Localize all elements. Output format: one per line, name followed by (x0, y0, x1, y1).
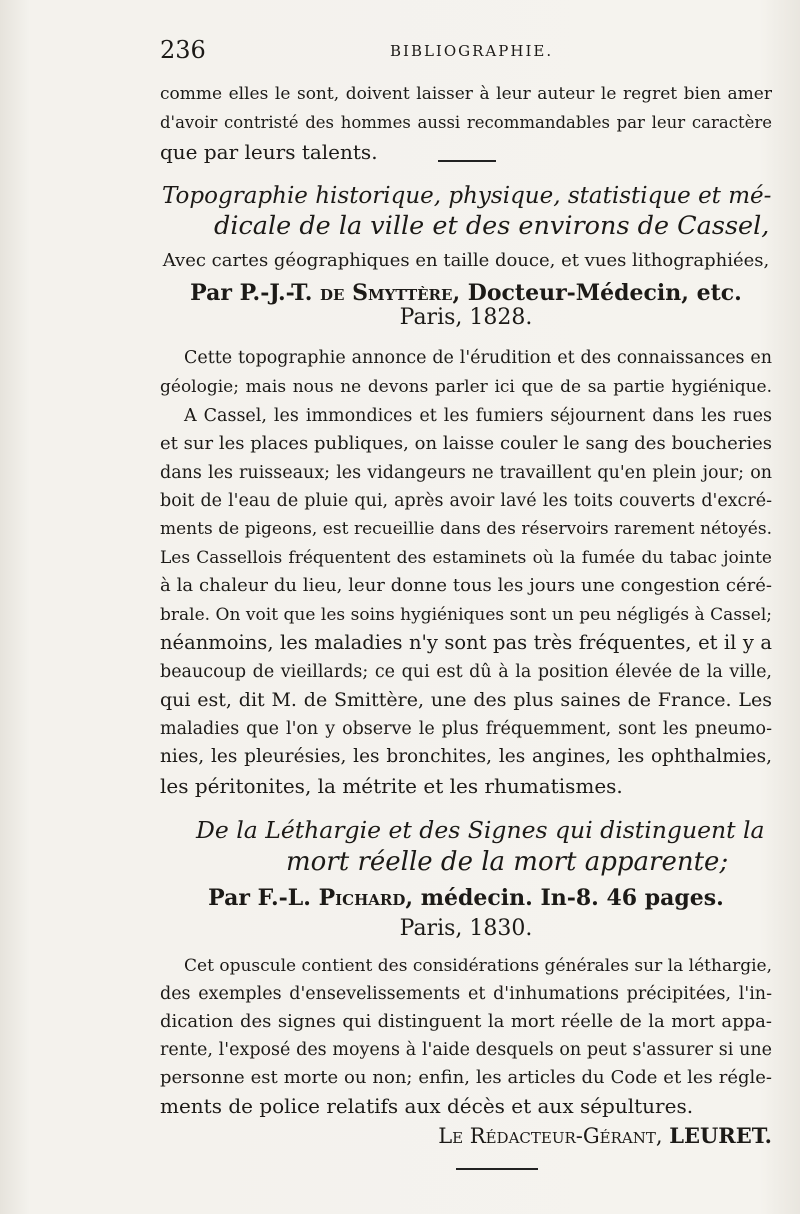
section1-body-line: Cette topographie annonce de l'érudition et des connaissances en (184, 348, 772, 368)
signature-title: Le Rédacteur-Gérant (438, 1124, 656, 1148)
section1-title-line: dicale de la ville et des environs de Cassel, (214, 211, 770, 241)
page-number: 236 (160, 36, 206, 64)
intro-line: que par leurs talents. (160, 140, 378, 164)
section1-body-line: A Cassel, les immondices et les fumiers séjournent dans les rues (184, 406, 772, 426)
author-prefix: Par F.-L. (208, 885, 319, 911)
author-name: de Smyttère (320, 280, 453, 306)
section1-body-line: et sur les places publiques, on laisse couler le sang des boucheries (160, 433, 772, 454)
author-suffix: , Docteur-Médecin, etc. (452, 280, 742, 306)
section1-body-line: nies, les pleurésies, les bronchites, les angines, les ophthalmies, (160, 746, 772, 767)
section2-body-line: rente, l'exposé des moyens à l'aide desquels on peut s'assurer si une (160, 1040, 772, 1060)
section1-title-line: Topographie historique, physique, statistique et mé- (162, 183, 772, 209)
section1-body-line: Les Cassellois fréquentent des estaminets où la fumée du tabac jointe (160, 548, 772, 568)
section2-body-line: dication des signes qui distinguent la mort réelle de la mort appa- (160, 1011, 772, 1032)
section2-body-line: Cet opuscule contient des considérations générales sur la léthargie, (184, 956, 772, 976)
separator-rule (438, 160, 496, 162)
section1-body-line: maladies que l'on y observe le plus fréquemment, sont les pneumo- (160, 719, 772, 739)
section1-body-line: dans les ruisseaux; les vidangeurs ne travaillent qu'en plein jour; on (160, 463, 772, 483)
section1-place-date: Paris, 1828. (399, 305, 533, 330)
section1-body-line: boit de l'eau de pluie qui, après avoir lavé les toits couverts d'excré- (160, 491, 772, 511)
intro-line: d'avoir contristé des hommes aussi recommandables par leur caractère (160, 113, 772, 132)
section1-body-line: brale. On voit que les soins hygiéniques sont un peu négligés à Cassel; (160, 605, 772, 625)
section2-title-line: De la Léthargie et des Signes qui distinguent la (196, 816, 765, 844)
section1-body-line: ments de pigeons, est recueillie dans des réservoirs rarement nétoyés. (160, 519, 772, 539)
section1-body-line: néanmoins, les maladies n'y sont pas très fréquentes, et il y a (160, 631, 772, 654)
intro-line: comme elles le sont, doivent laisser à leur auteur le regret bien amer (160, 84, 772, 104)
section1-subtitle: Avec cartes géographiques en taille douce, et vues lithographiées, (162, 250, 770, 271)
section1-body-line: les péritonites, la métrite et les rhumatismes. (160, 774, 623, 798)
signature-separator: , (655, 1124, 670, 1148)
author-suffix: , médecin. In-8. 46 pages. (405, 885, 724, 911)
author-name: Pichard (318, 885, 406, 911)
section2-author (160, 885, 772, 911)
section1-author (160, 280, 772, 306)
running-head: BIBLIOGRAPHIE. (390, 42, 554, 60)
signature (160, 1124, 772, 1148)
section2-body-line: ments de police relatifs aux décès et aux sépultures. (160, 1094, 694, 1118)
section2-body-line: des exemples d'ensevelissements et d'inhumations précipitées, l'in- (160, 984, 772, 1004)
section1-body-line: géologie; mais nous ne devons parler ici que de sa partie hygiénique. (160, 377, 772, 397)
section1-body-line: qui est, dit M. de Smittère, une des plus saines de France. Les (160, 689, 772, 711)
section1-body-line: à la chaleur du lieu, leur donne tous les jours une congestion céré- (160, 575, 772, 596)
section2-place-date: Paris, 1830. (399, 916, 533, 941)
end-rule (456, 1168, 538, 1170)
page-header (160, 36, 760, 66)
section2-body-line: personne est morte ou non; enfin, les articles du Code et les régle- (160, 1067, 772, 1088)
section1-body-line: beaucoup de vieillards; ce qui est dû à la position élevée de la ville, (160, 662, 772, 682)
signature-name: LEURET. (669, 1123, 772, 1148)
author-prefix: Par P.-J.-T. (190, 280, 321, 306)
section2-title-line: mort réelle de la mort apparente; (286, 847, 729, 877)
